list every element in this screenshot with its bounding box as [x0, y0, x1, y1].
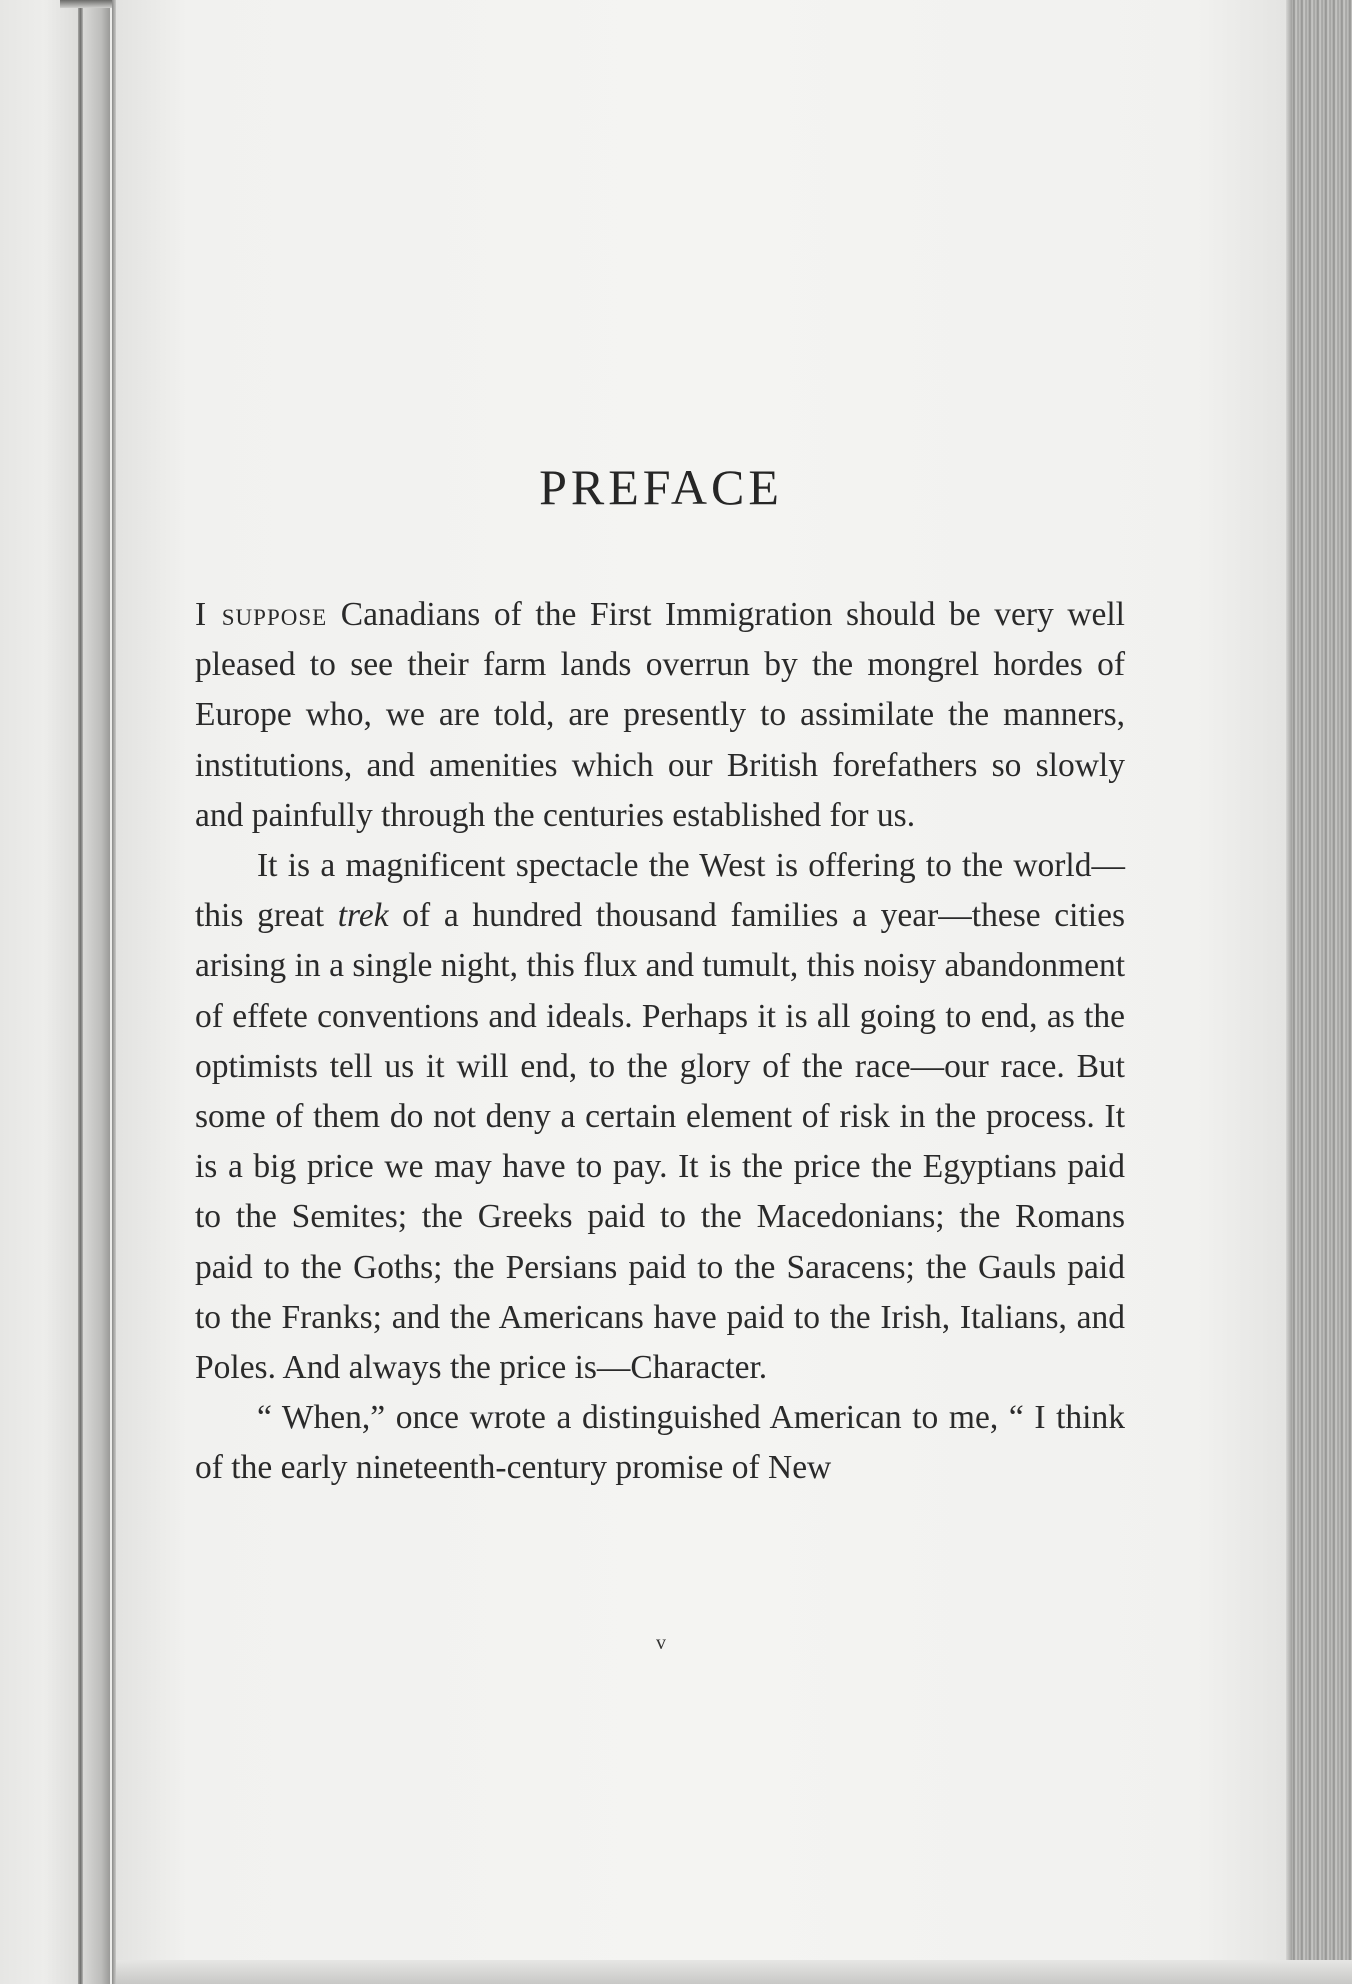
paragraph-1-lead: I suppose	[195, 596, 328, 633]
paragraph-3	[195, 1393, 1125, 1493]
page-bottom-edge	[116, 1960, 1352, 1984]
page-stack-fore-edge	[1292, 0, 1352, 1984]
paragraph-3-text: “ When,” once wrote a distinguished American to me, “ I think of the early nineteenth-century promise of New	[195, 1399, 1125, 1487]
paragraph-2	[195, 841, 1125, 1393]
page-binding-edge	[112, 0, 116, 1984]
paragraph-2-italic-word: trek	[337, 897, 389, 935]
preface-body	[195, 590, 1125, 1494]
paragraph-1-text: Canadians of the First Immigration should be very well pleased to see their farm lands overrun by the mongrel hordes of Europe who, we are told, are presently to assimilate the manners, institutions, and amenities which our British forefathers so slowly and painfully through the centuries established for us.	[195, 596, 1125, 834]
book-gutter-shadow	[78, 0, 83, 1984]
page-number: v	[656, 1632, 666, 1654]
previous-page-edge	[0, 0, 110, 1984]
paragraph-1	[195, 590, 1125, 841]
page-title: PREFACE	[539, 459, 783, 515]
paragraph-2-text-a: It is a magnificent spectacle the West is offering to the world—this great	[195, 847, 1125, 935]
paragraph-2-text-b: of a hundred thousand families a year—these cities arising in a single night, this flux and tumult, this noisy abandonment of effete conventions and ideals. Perhaps it is all going to end, as the optimists tell us it will end, to the glory of the race—our race. But some of them do not deny a certain element of risk in the process. It is a big price we may have to pay. It is the price the Egyptians paid to the Semites; the Greeks paid to the Macedonians; the Romans paid to the Goths; the Persians paid to the Saracens; the Gauls paid to the Franks; and the Americans have paid to the Irish, Italians, and Poles. And always the price is—Character.	[195, 897, 1125, 1387]
